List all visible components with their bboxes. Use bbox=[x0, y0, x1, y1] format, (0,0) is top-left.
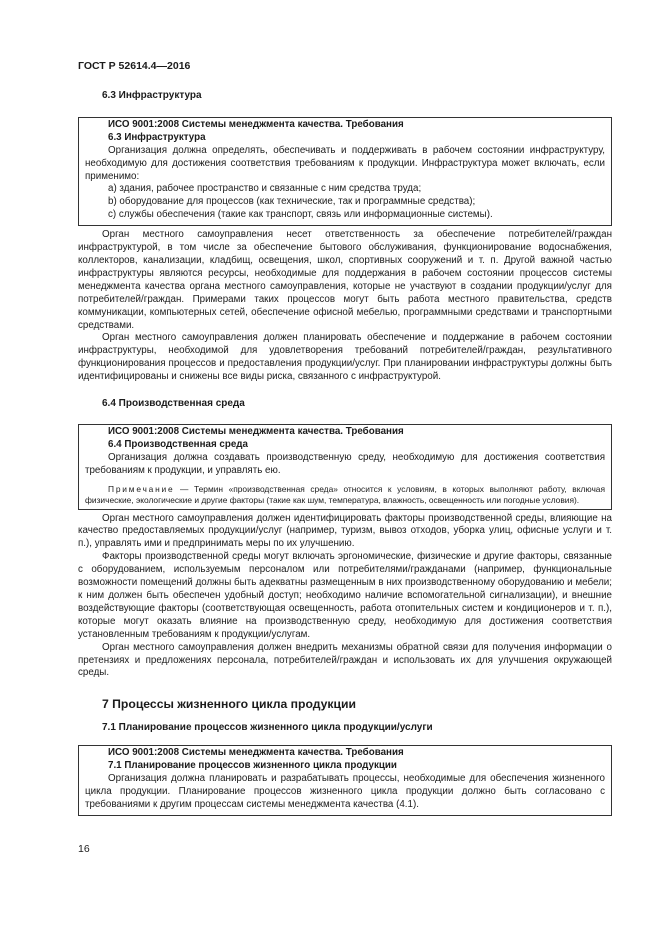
iso-box-subtitle: 6.3 Инфраструктура bbox=[108, 131, 206, 143]
iso-box-paragraph: Организация должна создавать производственную среду, необходимую для достижения соответствия требованиям к продукции, и управлять ею. bbox=[85, 451, 605, 476]
body-paragraph: Орган местного самоуправления должен планировать обеспечение и поддержание в рабочем состоянии инфраструктуры, необходимой для удовлетворения требований потребителей/граждан, результативного функционирования процессов и предоставления продукции/услуг. При планировании инфраструктуры должны быть идентифицированы и снижены все виды риска, связанного с инфраструктурой. bbox=[78, 332, 612, 383]
body-paragraph: Орган местного самоуправления несет ответственность за обеспечение потребителей/граждан инфраструктурой, в том числе за обеспечение бытового обслуживания, функционирование водоснабжения, коллекторов, канализации, кладбищ, освещения, школ, спортивных сооружений и т. п. Другой важной частью инфраструктуры являются ресурсы, необходимые для поддержания в рабочем состоянии процессов системы менеджмента качества органа местного самоуправления, которые не участвуют в создании продукции/услуг для потребителей/граждан. Примерами таких процессов могут быть работа местного правительства, средств коммуникации, компьютерных сетей, обеспечение офисной мебелью, программными средствами и транспортными средствами. bbox=[78, 229, 612, 331]
list-item: с) службы обеспечения (такие как транспорт, связь или информационные системы). bbox=[108, 209, 493, 221]
iso-box-title: ИСО 9001:2008 Системы менеджмента качества. Требования bbox=[108, 425, 404, 437]
iso-quote-box-7-1 bbox=[78, 745, 612, 816]
section-heading-7-1: 7.1 Планирование процессов жизненного цикла продукции/услуги bbox=[102, 722, 433, 734]
list-item: а) здания, рабочее пространство и связанные с ним средства труда; bbox=[108, 183, 422, 195]
section-heading-6-4: 6.4 Производственная среда bbox=[102, 398, 245, 410]
list-item: b) оборудование для процессов (как технические, так и программные средства); bbox=[108, 196, 476, 208]
iso-quote-box-6-3 bbox=[78, 117, 612, 226]
iso-box-subtitle: 7.1 Планирование процессов жизненного цикла продукции bbox=[108, 760, 397, 772]
body-paragraph: Факторы производственной среды могут включать эргономические, физические и другие факторы, связанные с оборудованием, используемым персоналом или потребителями/гражданами (например, функциональные возможности помещений должны быть адекватны размещенным в них производственному оборудованию и мебели; к ним должен быть обеспечен удобный доступ; необходимо наличие вспомогательной сигнализации), и внешние воздействующие факторы (соответствующая освещенность, работа отопительных систем и кондиционеров и т. п.), которые могут оказать влияние на производственную среду, необходимую для достижения соответствия установленным требованиям к продукции/услугам. bbox=[78, 551, 612, 640]
chapter-heading-7: 7 Процессы жизненного цикла продукции bbox=[102, 697, 356, 712]
iso-box-subtitle: 6.4 Производственная среда bbox=[108, 438, 248, 450]
iso-quote-box-6-4 bbox=[78, 424, 612, 510]
iso-box-title: ИСО 9001:2008 Системы менеджмента качества. Требования bbox=[108, 747, 404, 759]
section-heading-6-3: 6.3 Инфраструктура bbox=[102, 90, 202, 101]
body-paragraph: Орган местного самоуправления должен идентифицировать факторы производственной среды, влияющие на качество предоставляемых продукции/услуг (например, туризм, вывоз отходов, уборка улиц, офисные услуги и т. п.), управлять ими и предпринимать меры по их улучшению. bbox=[78, 512, 612, 550]
note-paragraph bbox=[85, 484, 605, 506]
iso-box-paragraph: Организация должна определять, обеспечивать и поддерживать в рабочем состоянии инфраструктуру, необходимую для достижения соответствия требованиям к продукции. Инфраструктура может включать, если применимо: bbox=[85, 144, 605, 182]
document-id: ГОСТ Р 52614.4—2016 bbox=[78, 60, 191, 72]
page-number: 16 bbox=[78, 843, 90, 855]
note-text: — Термин «производственная среда» относится к условиям, в которых выполняют работу, включая физические, экологические и другие факторы (такие как шум, температура, влажность, освещенность или погодные условия). bbox=[85, 483, 605, 505]
iso-box-title: ИСО 9001:2008 Системы менеджмента качества. Требования bbox=[108, 118, 404, 130]
iso-box-paragraph: Организация должна планировать и разрабатывать процессы, необходимые для обеспечения жизненного цикла продукции. Планирование процессов жизненного цикла продукции должно быть согласовано с требованиями к другим процессам системы менеджмента качества (4.1). bbox=[85, 772, 605, 810]
body-paragraph: Орган местного самоуправления должен внедрить механизмы обратной связи для получения информации о претензиях и предложениях персонала, потребителей/граждан и использовать их для улучшения окружающей среды. bbox=[78, 641, 612, 679]
note-label: Примечание bbox=[108, 483, 175, 494]
page-content bbox=[78, 90, 612, 816]
